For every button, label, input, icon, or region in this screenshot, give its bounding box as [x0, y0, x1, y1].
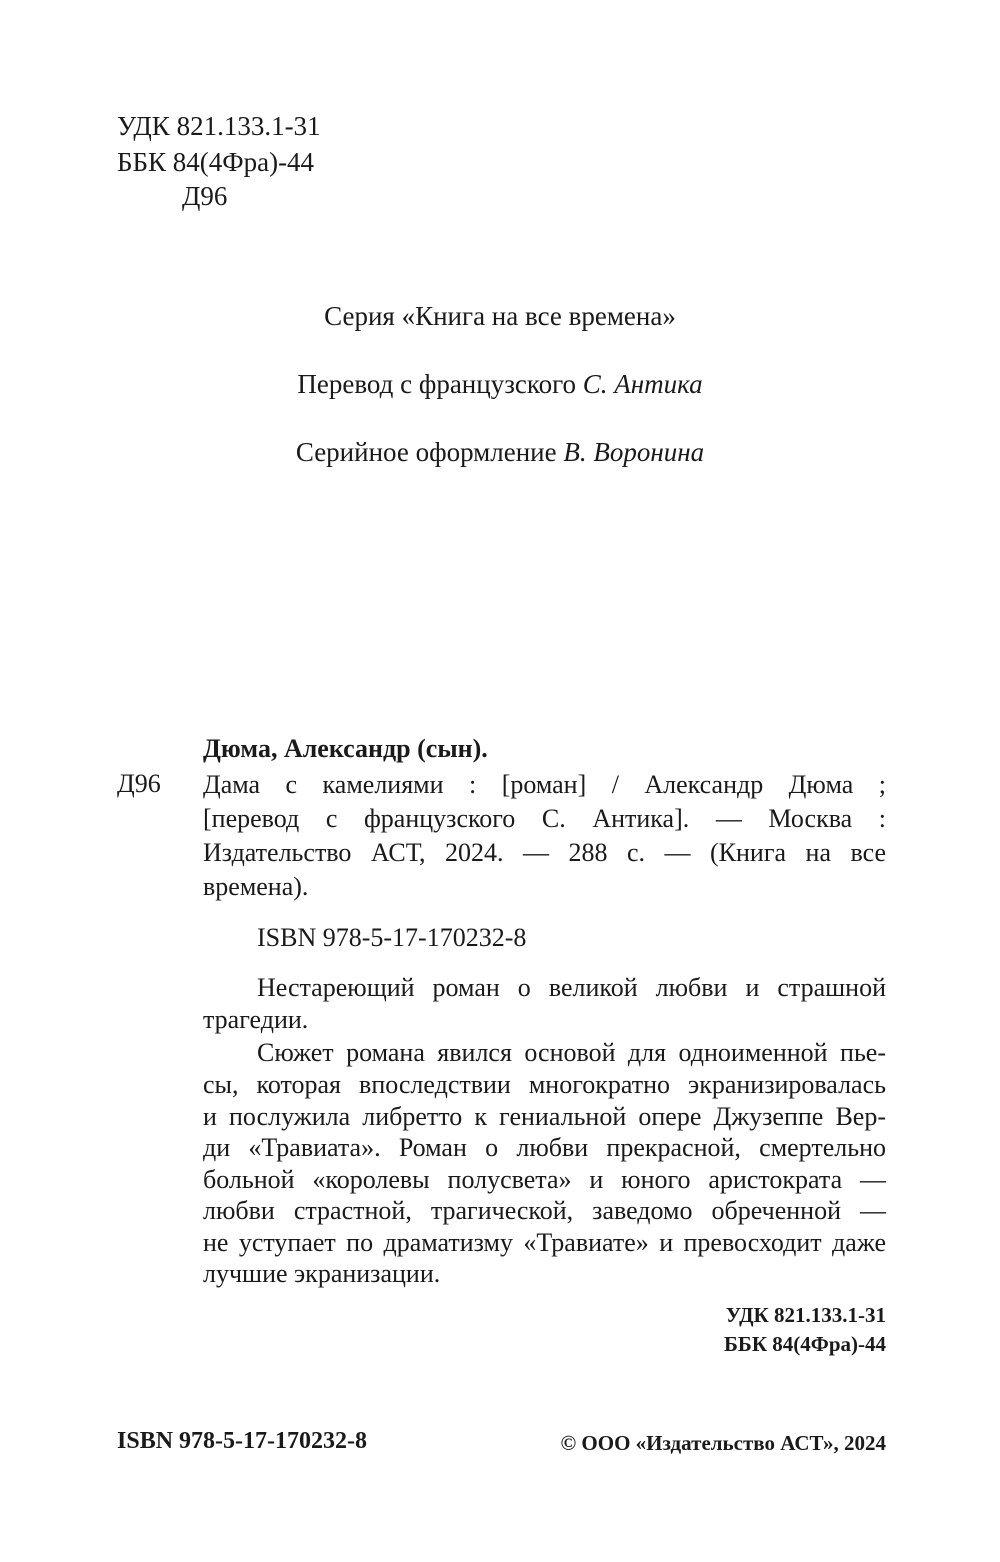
- card-author-mark: Д96: [117, 769, 161, 798]
- card-description-line: Издательство АСТ, 2024. — 288 с. — (Книга на все: [203, 838, 886, 867]
- annotation-line: Нестареющий роман о великой любви и страшной: [257, 973, 886, 1002]
- card-description-line: [перевод с французского С. Антика]. — Москва :: [203, 804, 886, 833]
- card-description-line: Дама с камелиями : [роман] / Александр Дюма ;: [203, 770, 886, 799]
- annotation-line: лучшие экранизации.: [203, 1259, 441, 1288]
- card-description-line: времена).: [203, 872, 309, 901]
- annotation-line: Сюжет романа явился основой для одноименной пье-: [257, 1038, 886, 1067]
- design-line: [0, 436, 1000, 468]
- translator-name: С. Антика: [582, 369, 703, 399]
- annotation-line: трагедии.: [203, 1005, 309, 1034]
- annotation-line: не уступает по драматизму «Травиате» и превосходит даже: [203, 1228, 886, 1257]
- footer-copyright: © ООО «Издательство АСТ», 2024: [560, 1431, 886, 1455]
- author-mark-top: Д96: [182, 181, 228, 211]
- annotation-line: любви страстной, трагической, заведомо обреченной —: [203, 1196, 886, 1225]
- annotation-line: больной «королевы полусвета» и юного аристократа —: [203, 1165, 886, 1194]
- footer-isbn: ISBN 978-5-17-170232-8: [117, 1428, 367, 1454]
- annotation-line: сы, которая впоследствии многократно экранизировалась: [203, 1070, 886, 1099]
- translation-label: Перевод с французского: [297, 369, 577, 399]
- bbk-code-top: ББК 84(4Фра)-44: [117, 147, 315, 177]
- card-author-heading: Дюма, Александр (сын).: [203, 734, 488, 763]
- translation-line: [0, 368, 1000, 400]
- udk-code-bottom: УДК 821.133.1-31: [725, 1303, 886, 1327]
- card-isbn: ISBN 978-5-17-170232-8: [257, 923, 527, 952]
- series-line: Серия «Книга на все времена»: [324, 301, 676, 331]
- annotation-line: и послужила либретто к гениальной опере Джузеппе Вер-: [203, 1102, 886, 1131]
- design-label: Серийное оформление: [295, 437, 557, 467]
- designer-name: В. Воронина: [563, 437, 705, 467]
- udk-code-top: УДК 821.133.1-31: [117, 111, 321, 141]
- annotation-line: ди «Травиата». Роман о любви прекрасной, смертельно: [203, 1133, 886, 1162]
- bbk-code-bottom: ББК 84(4Фра)-44: [724, 1332, 886, 1356]
